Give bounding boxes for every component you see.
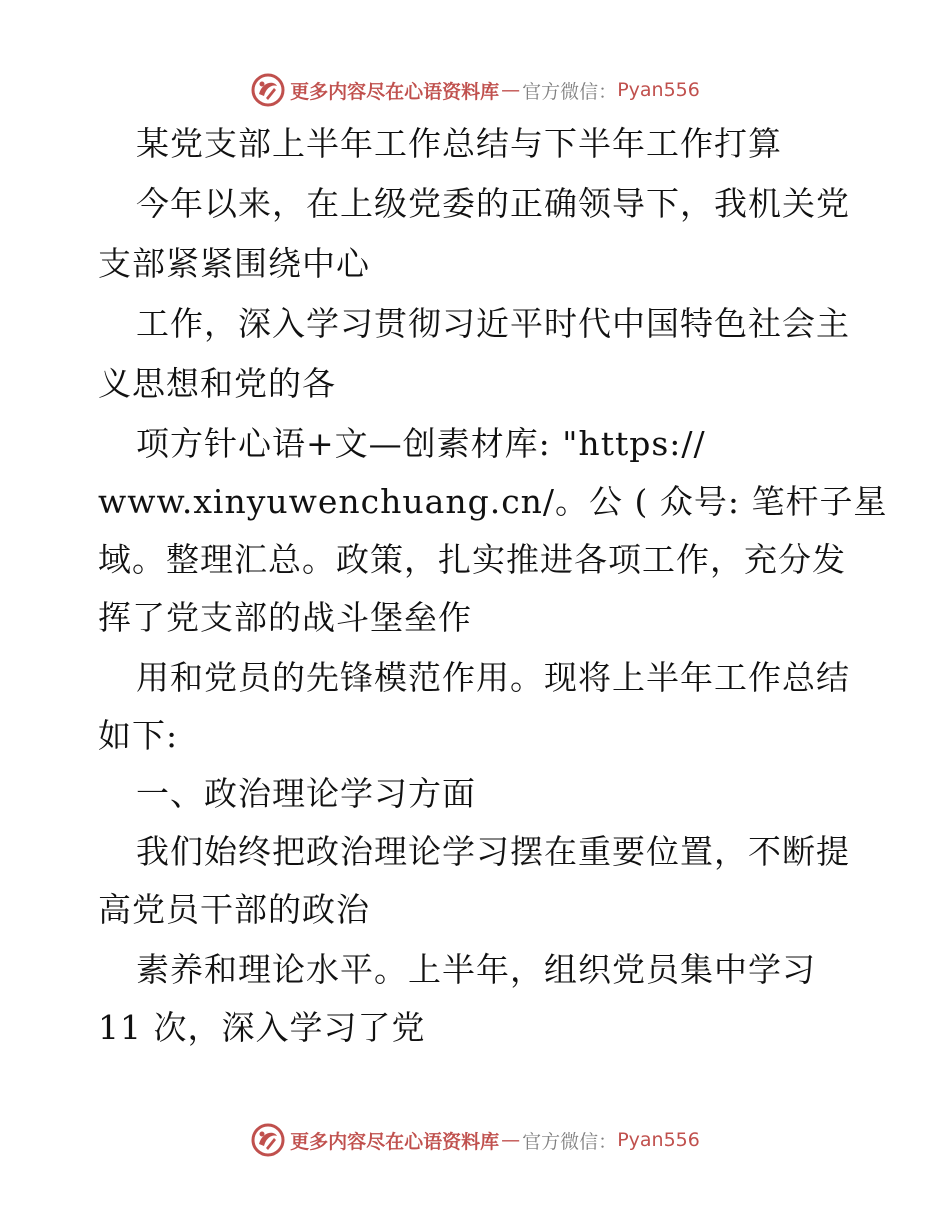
section-heading: 一、政治理论学习方面 — [136, 774, 476, 813]
watermark-contact-id: Pyan556 — [617, 1129, 700, 1151]
watermark-contact-label: 官方微信： — [522, 80, 618, 103]
watermark-text: 更多内容尽在心语资料库 — [290, 80, 500, 103]
paragraph-line: 今年以来，在上级党委的正确领导下，我机关党 — [136, 184, 850, 223]
paragraph-line: 素养和理论水平。上半年，组织党员集中学习 — [136, 950, 816, 989]
watermark-contact-label: 官方微信： — [522, 1130, 618, 1153]
paragraph-line: 域。整理汇总。政策，扎实推进各项工作，充分发 — [98, 540, 846, 579]
paragraph-line: 项方针心语+文—创素材库: "https:// — [136, 424, 706, 463]
paragraph-line: 高党员干部的政治 — [98, 890, 370, 929]
paragraph-line: www.xinyuwenchuang.cn/。公 ( 众号: 笔杆子星 — [98, 482, 888, 521]
paragraph-line: 工作，深入学习贯彻习近平时代中国特色社会主 — [136, 304, 850, 343]
paragraph-line: 11 次，深入学习了党 — [98, 1008, 426, 1047]
watermark-contact-id: Pyan556 — [617, 79, 700, 101]
paragraph-line: 如下: — [98, 716, 179, 755]
paragraph-line: 挥了党支部的战斗堡垒作 — [98, 598, 472, 637]
paragraph-line: 义思想和党的各 — [98, 364, 336, 403]
red-swirl-logo-icon — [250, 72, 286, 108]
paragraph-line: 支部紧紧围绕中心 — [98, 244, 370, 283]
header-watermark — [0, 70, 950, 110]
watermark-dash: — — [501, 1129, 521, 1151]
paragraph-line: 用和党员的先锋模范作用。现将上半年工作总结 — [136, 658, 850, 697]
watermark-dash: — — [501, 79, 521, 101]
footer-watermark — [0, 1120, 950, 1160]
watermark-text: 更多内容尽在心语资料库 — [290, 1130, 500, 1153]
paragraph-line: 我们始终把政治理论学习摆在重要位置，不断提 — [136, 832, 850, 871]
red-swirl-logo-icon — [250, 1122, 286, 1158]
document-title: 某党支部上半年工作总结与下半年工作打算 — [136, 124, 782, 163]
